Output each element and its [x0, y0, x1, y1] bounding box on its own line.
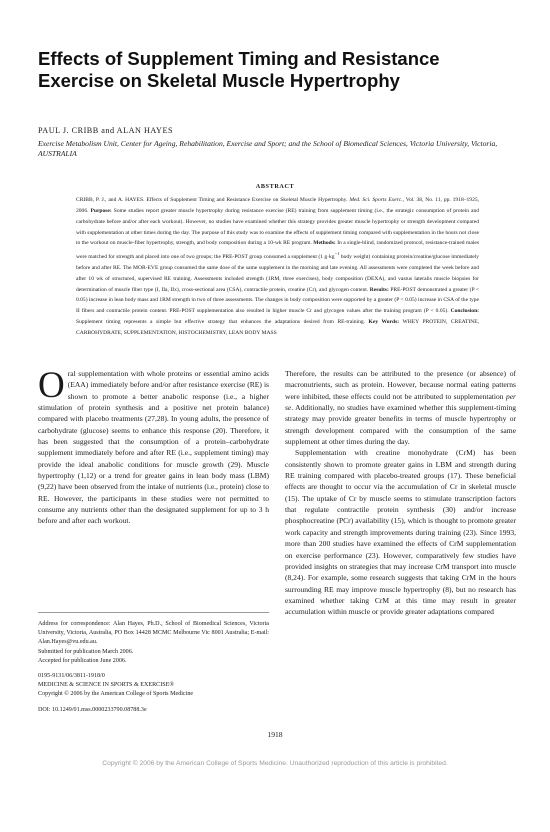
page-number: 1918 — [267, 730, 283, 739]
footnote-block — [38, 620, 269, 715]
methods-superscript: −1 — [334, 251, 340, 257]
intro-paragraph — [38, 368, 269, 527]
right-p1-italic: per se — [285, 391, 516, 413]
results-label: Results: — [369, 286, 389, 293]
results-text: PRE-POST demonstrated a greater (P < 0.05) increase in lean body mass and 1RM strength in two of three assessments. The changes in body composition were supported by a greater (P < 0.05) increase in CSA of the type II fibers and contractile protein content. PRE-POST supplementation also resulted in higher muscle Cr and glycogen values after the training program (P < 0.05). — [76, 286, 480, 315]
correspondence-address: Address for correspondence: Alan Hayes, Ph.D., School of Biomedical Sciences, Victoria University, Victoria, Australia, PO Box 14428 MCMC Melbourne Vic 8001 Australia; E-mail: Alan.Hayes@vu.edu.au. — [38, 621, 269, 646]
purpose-text: Some studies report greater muscle hypertrophy during resistance exercise (RE) training from supplement timing (i.e., the strategic consumption of protein and carbohydrate before and/or after each workout). However, no studies have examined whether this strategy provides greater muscle hypertrophy or strength development compared with supplementation at other times during the day. The purpose of this study was to examine the effects of supplement timing compared with supplementation in the hours not close to the workout on muscle-fiber hypertrophy, strength, and body composition during a 10-wk RE program. — [76, 207, 480, 247]
doi-link[interactable]: DOI: 10.1249/01.mss.0000233790.08788.3e — [38, 706, 147, 713]
keywords-text: WHEY PROTEIN, CREATINE, CARBOHYDRATE, SUPPLEMENTATION, HISTOCHEMISTRY, LEAN BODY MASS — [76, 319, 479, 336]
issn-code: 0195-9131/06/3811-1918/0 — [38, 673, 105, 680]
article-title: Effects of Supplement Timing and Resistance Exercise on Skeletal Muscle Hypertrophy — [38, 48, 440, 91]
right-paragraph-2: Supplementation with creatine monohydrate (CrM) has been consistently shown to promote greater gains in LBM and strength during RE training compared with placebo-treated groups (17). These beneficial effects are thought to occur via the accumulation of Cr in skeletal muscle (15). The uptake of Cr by muscle seems to stimulate transcription factors that regulate contractile protein synthesis (30) and/or increase phosphocreatine (PCr) availability (15), which is thought to promote greater work capacity and strength improvements during training (23). Since 1993, more than 200 studies have examined the effects of CrM supplementation on exercise performance (23). However, comparatively few studies have provided insights on strategies that may increase CrM transport into muscle (8,24). For example, some research suggests that taking CrM in the hours surrounding RE may improve muscle hypertrophy (8), but no research has examined whether taking CrM at this time may result in greater accumulation within muscle or provide greater adaptations compared — [285, 448, 516, 617]
purpose-label: Purpose: — [90, 207, 112, 214]
copyright-notice: Copyright © 2006 by the American College of Sports Medicine. Unauthorized reproduction of this article is prohibited. — [102, 760, 448, 767]
abstract-citation: CRIBB, P. J., and A. HAYES. Effects of Supplement Timing and Resistance Exercise on Skeletal Muscle Hypertrophy. — [76, 197, 348, 203]
right-paragraph-1 — [285, 368, 516, 447]
body-column-left — [38, 368, 269, 610]
methods-label: Methods: — [313, 240, 336, 247]
author-affiliation: Exercise Metabolism Unit, Center for Ageing, Rehabilitation, Exercise and Sport; and the School of Biomedical Sciences, Victoria University, Victoria, AUSTRALIA — [38, 139, 498, 158]
conclusion-label: Conclusion: — [450, 308, 480, 315]
drop-cap: O — [38, 368, 65, 406]
right-p1-text-b: . Additionally, no studies have examined whether this supplement-timing strategy may provide greater benefits in terms of muscle hypertrophy or strength development compared with the consumption of the same supplement at other times during the day. — [285, 403, 516, 447]
methods-text-b: body weight) containing protein/creatine/glucose immediately before and after RE. The MOR-EVE group consumed the same dose of the same supplement in the morning and late evening. All assessments were completed the week before and after 10 wk of structured, supervised RE training. Assessments included strength (1RM, three exercises), body composition (DEXA), and vastus lateralis muscle biopsies for determination of muscle fiber type (I, IIa, IIx), cross-sectional area (CSA), contractile protein, creatine (Cr), and glycogen content. — [76, 254, 479, 293]
abstract-volume: Vol. 38, No. 11, pp. 1918–1925, 2006. — [76, 197, 479, 214]
submitted-date: Submitted for publication March 2006. — [38, 648, 134, 655]
methods-text-a: In a single-blind, randomized protocol, resistance-trained males were matched for strength and placed into one of two groups; the PRE-POST group consumed a supplement (1 g·kg — [76, 240, 479, 261]
abstract-body — [76, 195, 479, 339]
intro-text: ral supplementation with whole proteins or essential amino acids (EAA) immediately before and/or after resistance exercise (RE) is shown to promote a better anabolic response (i.e., a higher stimulation of protein synthesis and a positive net protein balance) compared with placebo treatments (27,28). In young adults, the presence of carbohydrate (glucose) seems to enhance this response (20). Therefore, it has been suggested that the consumption of a protein–carbohydrate supplement immediately before and after RE (i.e., supplement timing) may provide the ideal anabolic conditions for muscle growth (29). Muscle hypertrophy (1,12) or a trend for greater gains in lean body mass (LBM) (9,22) have been observed from the intake of nutrients (i.e., protein) close to RE. However, the participants in these studies were not permitted to consume any nutrients other than the designated supplement for up to 3 h before and after each workout. — [38, 369, 269, 526]
accepted-date: Accepted for publication June 2006. — [38, 657, 127, 664]
abstract-journal: Med. Sci. Sports Exerc., — [349, 197, 404, 203]
journal-name: MEDICINE & SCIENCE IN SPORTS & EXERCISE® — [38, 682, 174, 689]
keywords-label: Key Words: — [368, 319, 400, 326]
conclusion-text: Supplement timing represents a simple but effective strategy that enhances the adaptations desired from RE-training. — [76, 319, 366, 326]
right-p1-text-a: Therefore, the results can be attributed to the presence (or absence) of macronutrients, such as protein. However, because normal eating patterns were inhibited, these effects could not be attributed to supplementation — [285, 369, 516, 401]
footnote-divider — [38, 612, 269, 613]
author-list: PAUL J. CRIBB and ALAN HAYES — [38, 126, 174, 135]
abstract-heading: ABSTRACT — [255, 183, 295, 190]
journal-copyright: Copyright © 2006 by the American College of Sports Medicine — [38, 691, 194, 698]
